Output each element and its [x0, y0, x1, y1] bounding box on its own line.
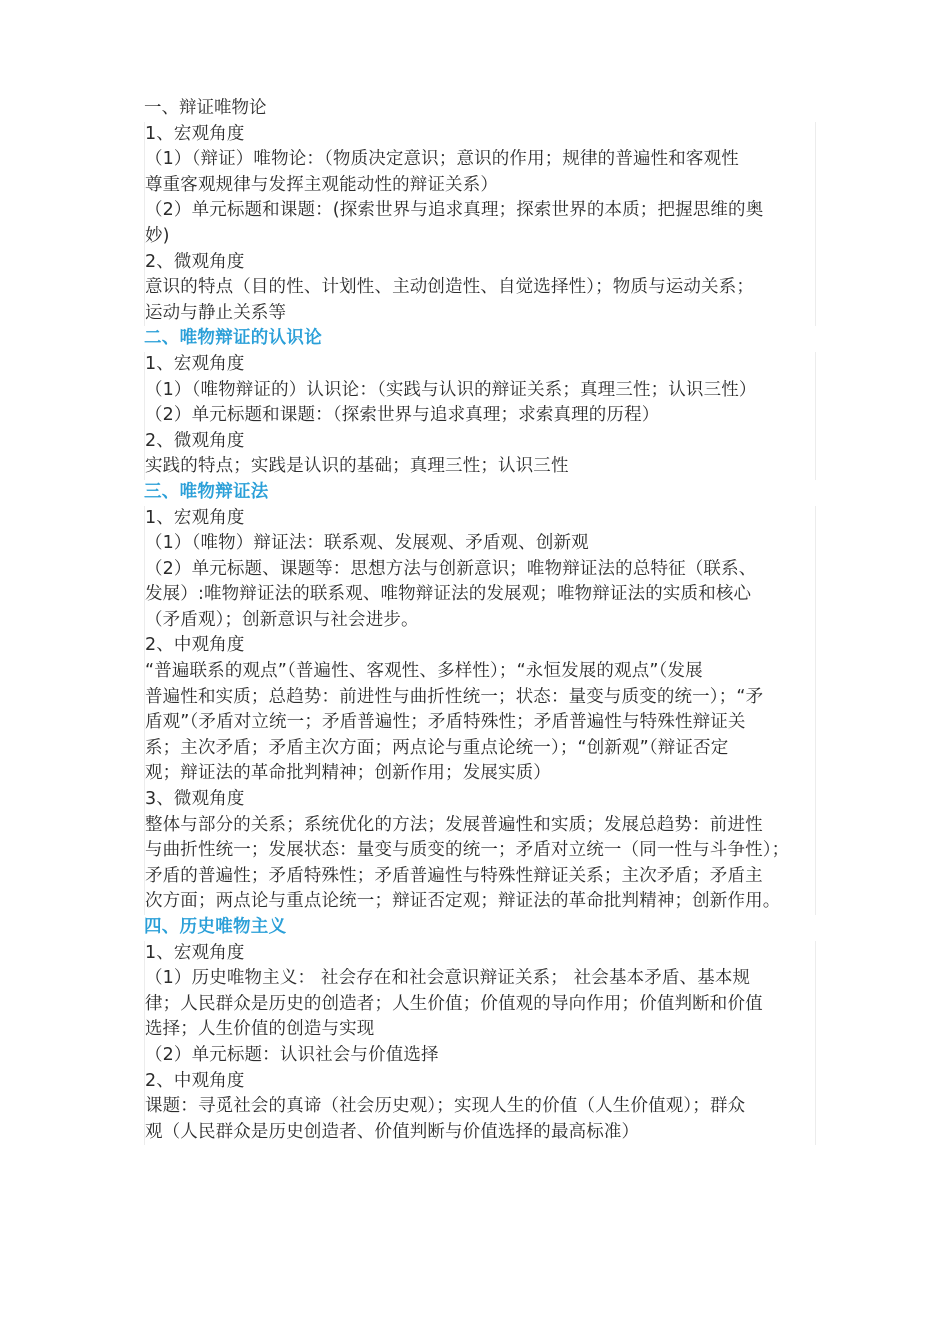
text-line: 选择；人生价值的创造与实现	[145, 1019, 375, 1040]
text-line: 运动与静止关系等	[145, 302, 287, 323]
text-line: 2、微观角度	[145, 251, 245, 272]
text-line: 2、中观角度	[145, 635, 245, 656]
section-heading-1: 一、辩证唯物论	[144, 98, 267, 118]
text-line: 次方面；两点论与重点论统一；辩证否定观；辩证法的革命批判精神；创新作用。	[145, 891, 781, 912]
text-line: 实践的特点；实践是认识的基础；真理三性；认识三性	[145, 456, 569, 477]
text-line: （1）（辩证）唯物论：（物质决定意识；意识的作用；规律的普遍性和客观性	[145, 149, 739, 170]
text-line: 观；辩证法的革命批判精神；创新作用；发展实质）	[145, 763, 551, 784]
text-line: 妙)	[145, 225, 170, 246]
text-line: 课题：寻觅社会的真谛（社会历史观）；实现人生的价值（人生价值观）；群众	[145, 1096, 746, 1117]
text-line: 系；主次矛盾；矛盾主次方面；两点论与重点论统一）；“创新观”（辩证否定	[145, 737, 729, 758]
text-line: 3、微观角度	[145, 789, 245, 810]
text-line: 整体与部分的关系；系统优化的方法；发展普遍性和实质；发展总趋势：前进性	[145, 814, 763, 835]
text-line: （2）单元标题和课题：(探索世界与追求真理；探索世界的本质；把握思维的奥	[145, 200, 764, 221]
text-line: 尊重客观规律与发挥主观能动性的辩证关系）	[145, 174, 498, 195]
text-line: 普遍性和实质；总趋势：前进性与曲折性统一；状态：量变与质变的统一）；“矛	[145, 686, 764, 707]
text-line: （1）历史唯物主义： 社会存在和社会意识辩证关系； 社会基本矛盾、基本规	[145, 968, 751, 989]
text-line: 1、宏观角度	[145, 123, 245, 144]
section-heading-4: 四、历史唯物主义	[144, 917, 287, 937]
document-page	[144, 96, 816, 1145]
section-heading-3: 三、唯物辩证法	[144, 481, 269, 502]
text-line: （1）（唯物）辩证法：联系观、发展观、矛盾观、创新观	[145, 533, 589, 554]
text-line: 律；人民群众是历史的创造者；人生价值；价值观的导向作用；价值判断和价值	[145, 993, 763, 1014]
section-body-2	[144, 352, 816, 480]
section-body-1	[144, 122, 816, 327]
section-body-4	[144, 941, 816, 1146]
text-line: （2）单元标题、课题等：思想方法与创新意识；唯物辩证法的总特征（联系、	[145, 558, 757, 579]
section-heading-2: 二、唯物辩证的认识论	[144, 328, 322, 349]
text-line: （矛盾观）；创新意识与社会进步。	[145, 609, 419, 630]
text-line: 2、中观角度	[145, 1070, 245, 1091]
text-line: 矛盾的普遍性；矛盾特殊性；矛盾普遍性与特殊性辩证关系；主次矛盾；矛盾主	[145, 865, 763, 886]
text-line: “普遍联系的观点”（普遍性、客观性、多样性）；“永恒发展的观点”（发展	[145, 661, 703, 682]
text-line: 观（人民群众是历史创造者、价值判断与价值选择的最高标准）	[145, 1121, 640, 1142]
text-line: 1、宏观角度	[145, 507, 245, 528]
text-line: 盾观”（矛盾对立统一；矛盾普遍性；矛盾特殊性；矛盾普遍性与特殊性辩证关	[145, 712, 746, 733]
section-body-3	[144, 506, 816, 916]
text-line: 1、宏观角度	[145, 353, 245, 374]
text-line: 发展）:唯物辩证法的联系观、唯物辩证法的发展观；唯物辩证法的实质和核心	[145, 584, 752, 605]
text-line: （1）（唯物辩证的）认识论：（实践与认识的辩证关系；真理三性；认识三性）	[145, 379, 757, 400]
text-line: 1、宏观角度	[145, 942, 245, 963]
text-line: 意识的特点（目的性、计划性、主动创造性、自觉选择性）；物质与运动关系；	[145, 277, 754, 298]
text-line: 2、微观角度	[145, 430, 245, 451]
text-line: （2）单元标题和课题：（探索世界与追求真理；求索真理的历程）	[145, 405, 660, 426]
text-line: （2）单元标题：认识社会与价值选择	[145, 1044, 439, 1065]
text-line: 与曲折性统一；发展状态：量变与质变的统一；矛盾对立统一（同一性与斗争性）；	[145, 840, 790, 861]
